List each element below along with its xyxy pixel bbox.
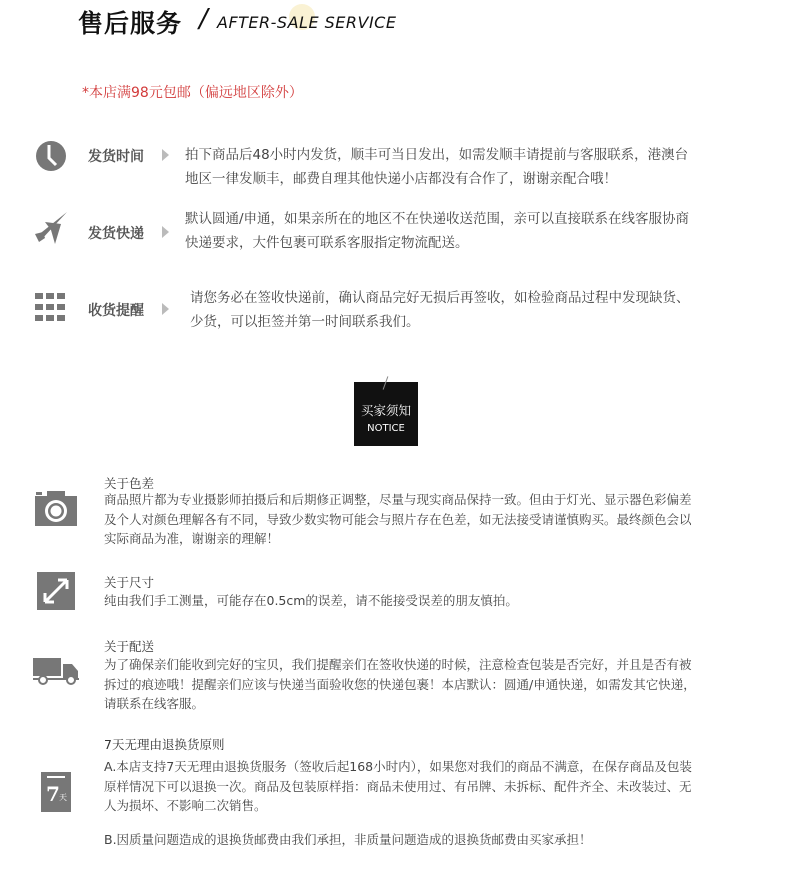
clock-icon <box>35 140 67 176</box>
text-line: 人为损坏、不影响二次销售。 <box>104 798 267 813</box>
section-heading-color: 关于色差 <box>104 476 155 491</box>
text-line: A.本店支持7天无理由退换货服务（签收后起168小时内），如果您对我们的商品不满意，在保存商品及包装 <box>104 759 692 774</box>
section-heading-delivery: 关于配送 <box>104 639 155 654</box>
row-text-shipping-time <box>185 143 775 191</box>
notice-badge <box>354 382 418 446</box>
text-line: 实际商品为准，谢谢亲的理解！ <box>104 531 280 546</box>
text-line: 默认圆通/申通，如果亲所在的地区不在快递收送范围，亲可以直接联系在线客服协商 <box>185 211 690 227</box>
section-heading-returns: 7天无理由退换货原则 <box>104 737 225 752</box>
page-title: 售后服务 <box>78 9 183 38</box>
truck-icon <box>33 658 79 690</box>
triangle-right-icon <box>162 303 169 315</box>
text-line: 及个人对颜色理解各有不同，导致少数实物可能会与照片存在色差，如无法接受请谨慎购买。最终颜色会以 <box>104 511 692 527</box>
text-line: 请您务必在签收快递前，确认商品完好无损后再签收，如检验商品过程中发现缺货、 <box>190 290 690 306</box>
icon-unit: 天 <box>59 793 67 802</box>
section-text-returns <box>104 757 774 816</box>
section-text-returns-b: B.因质量问题造成的退换货邮费由我们承担，非质量问题造成的退换货邮费由买家承担！ <box>104 832 592 847</box>
notice-title-en: NOTICE <box>367 423 405 434</box>
title-slash: / <box>199 4 208 34</box>
icon-number: 7 <box>46 782 60 806</box>
row-text-receipt-reminder <box>190 286 780 334</box>
text-line: 为了确保亲们能收到完好的宝贝，我们提醒亲们在签收快递的时候，注意检查包装是否完好，并且是否有被 <box>104 657 692 672</box>
row-label-shipping-time: 发货时间 <box>88 149 144 165</box>
section-text-delivery <box>104 655 774 714</box>
section-text-size <box>104 591 774 611</box>
text-line: 商品照片都为专业摄影师拍摄后和后期修正调整，尽量与现实商品保持一致。但由于灯光、显示器色彩偏差 <box>104 492 692 507</box>
row-label-receipt-reminder: 收货提醒 <box>88 303 144 319</box>
notice-title-cn: 买家须知 <box>360 403 411 418</box>
camera-icon <box>35 490 77 530</box>
text-line: 少货，可以拒签并第一时间联系我们。 <box>190 314 420 330</box>
text-line: 拍下商品后48小时内发货，顺丰可当日发出，如需发顺丰请提前与客服联系，港澳台 <box>185 147 689 163</box>
page-subtitle: AFTER-SALE SERVICE <box>217 13 397 32</box>
text-line: 原样情况下可以退换一次。商品及包装原样指：商品未使用过、有吊牌、未拆标、配件齐全、未改装过、无 <box>104 778 692 794</box>
free-shipping-note: *本店满98元包邮（偏远地区除外） <box>82 85 303 101</box>
triangle-right-icon <box>162 226 169 238</box>
text-line: 纯由我们手工测量，可能存在0.5cm的误差，请不能接受误差的朋友慎拍。 <box>104 593 518 608</box>
text-line: 拆过的痕迹哦！提醒亲们应该与快递当面验收您的快递包裹！本店默认：圆通/申通快递，如需发其它快递， <box>104 676 696 692</box>
section-text-color <box>104 490 774 549</box>
text-line: 快递要求，大件包裹可联系客服指定物流配送。 <box>185 235 469 251</box>
seven-day-calendar-icon <box>41 772 71 812</box>
airplane-icon <box>33 210 69 250</box>
resize-arrow-icon <box>37 572 75 614</box>
row-label-courier: 发货快递 <box>88 226 144 242</box>
grid-icon <box>35 293 65 327</box>
section-heading-size: 关于尺寸 <box>104 575 155 590</box>
text-line: 请联系在线客服。 <box>104 696 205 711</box>
text-line: 地区一律发顺丰，邮费自理其他快递小店都没有合作了，谢谢亲配合哦！ <box>185 171 617 187</box>
row-text-courier <box>185 207 775 255</box>
triangle-right-icon <box>162 149 169 161</box>
